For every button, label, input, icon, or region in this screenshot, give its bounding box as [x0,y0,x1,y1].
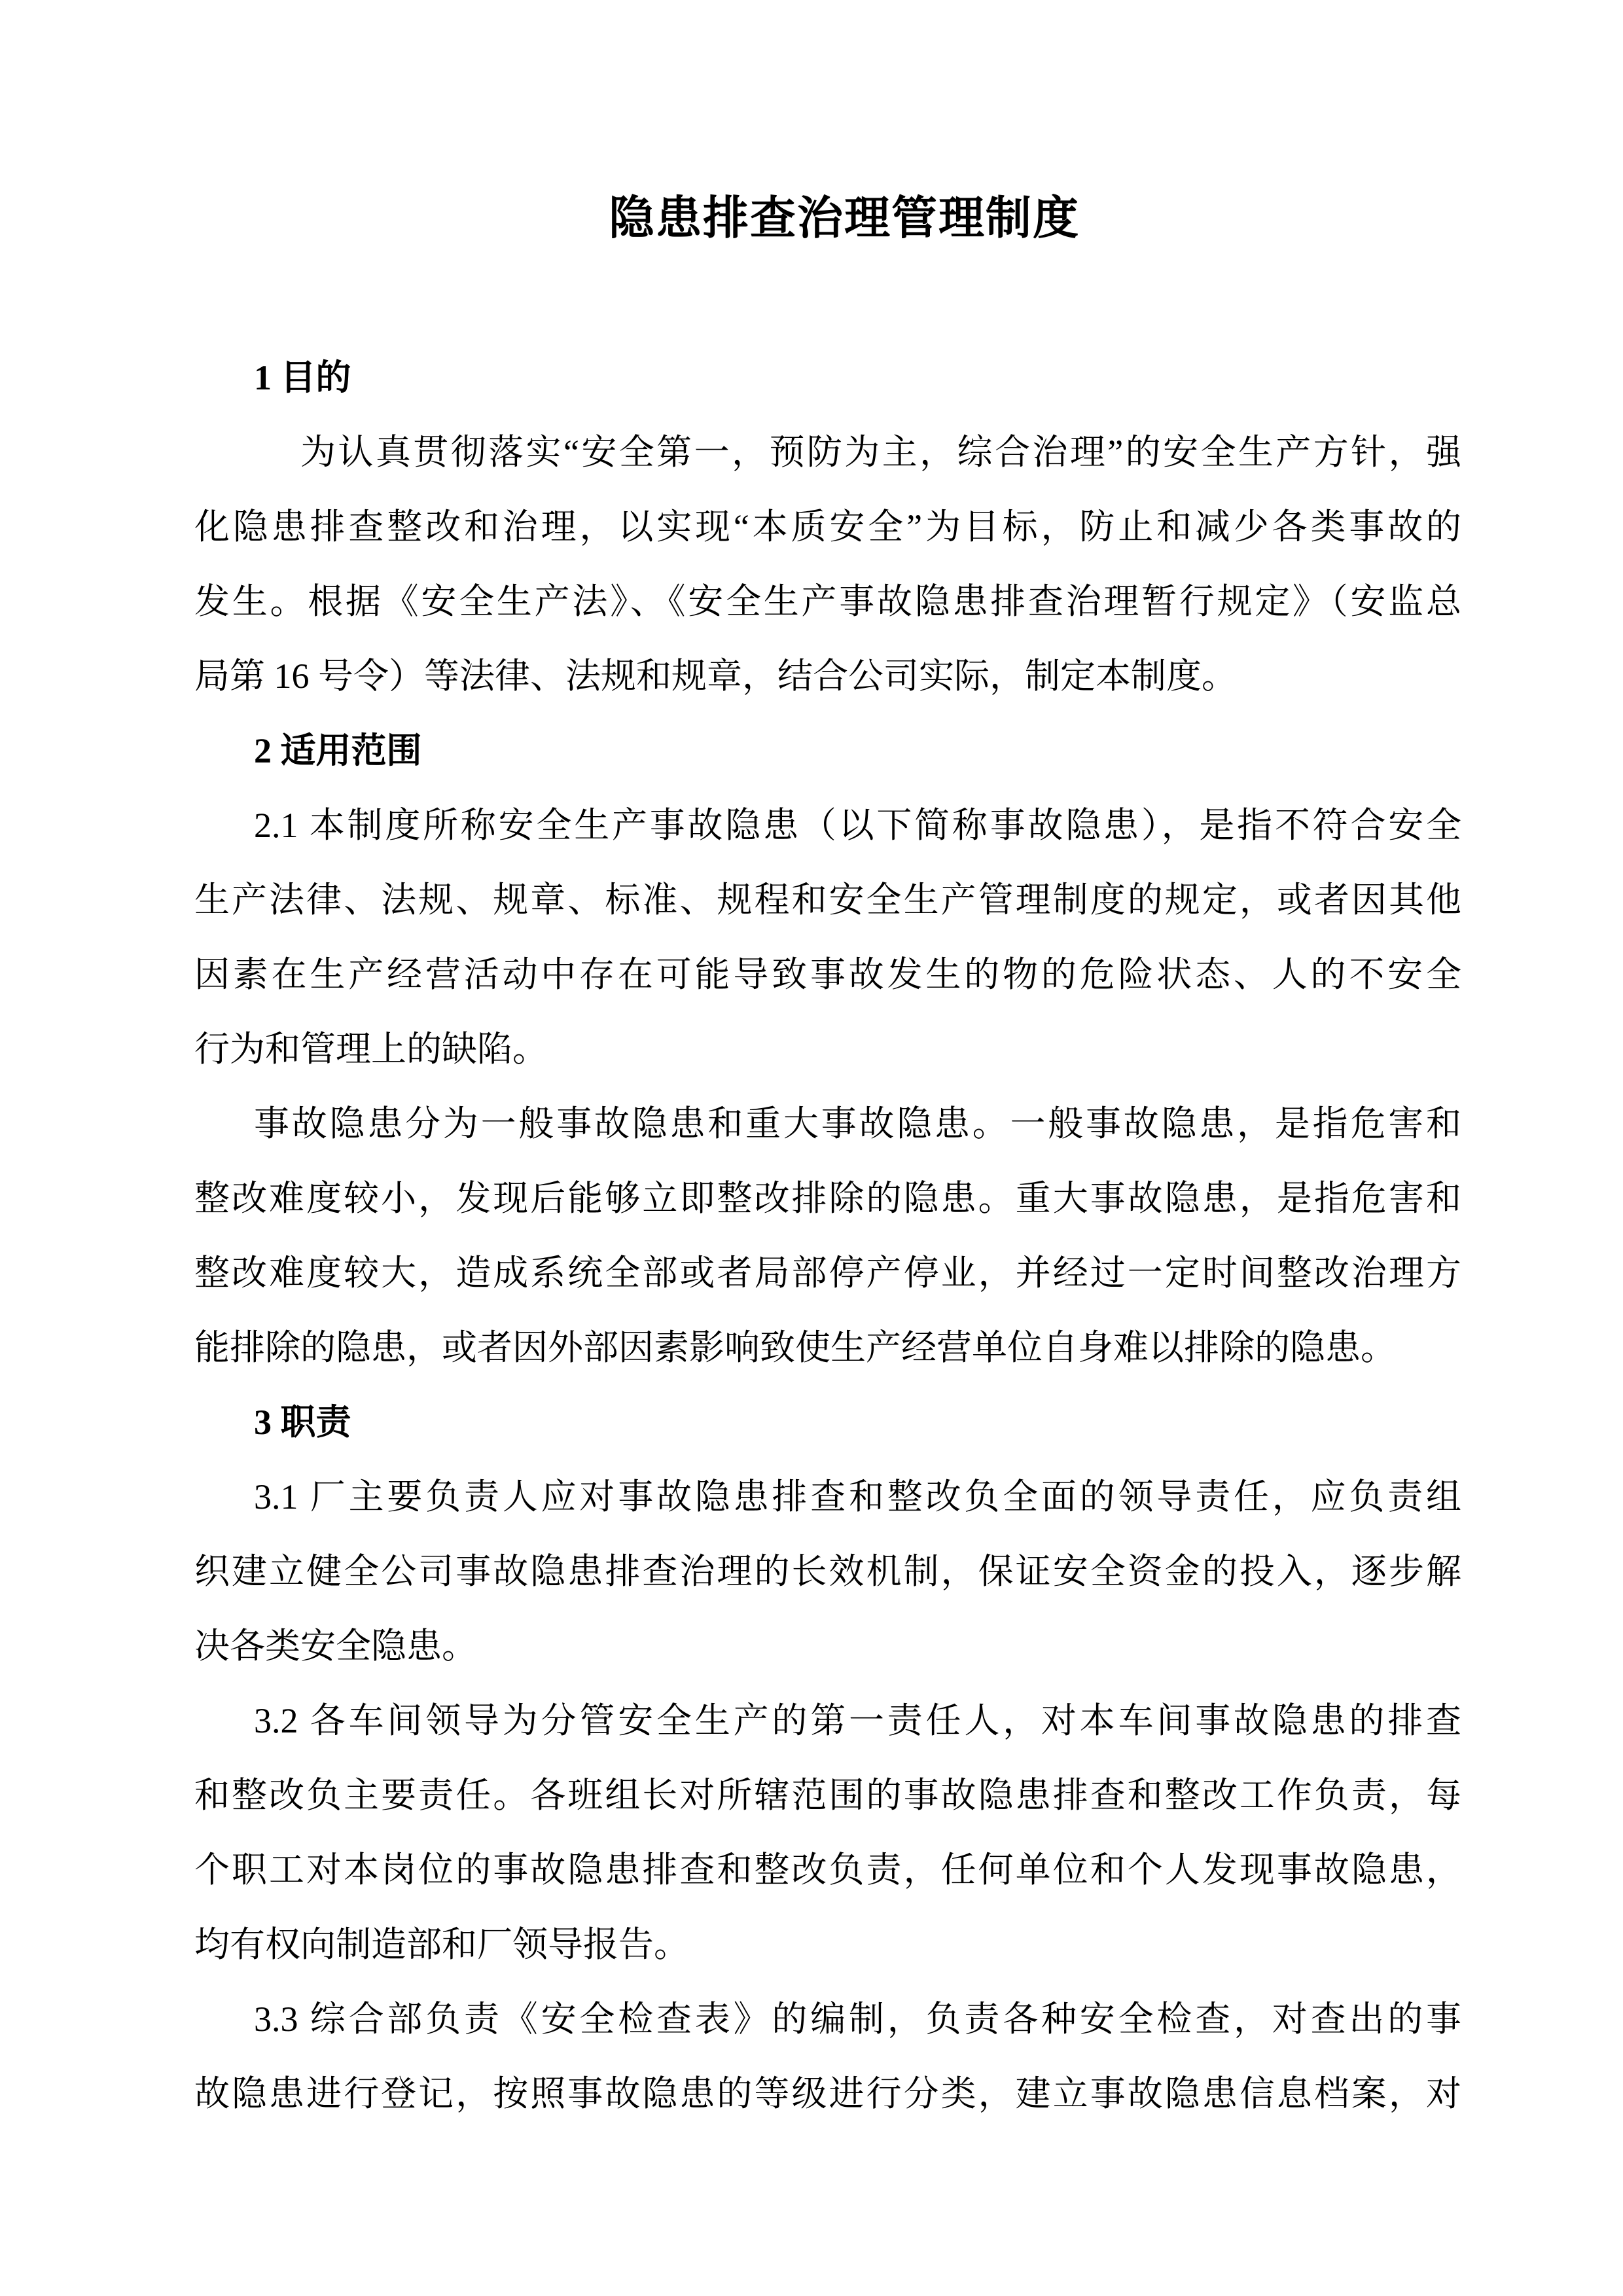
text-line: 因素在生产经营活动中存在可能导致事故发生的物的危险状态、人的不安全 [194,955,1461,994]
text-line: 行为和管理上的缺陷。 [194,1030,548,1069]
section-heading: 1 目的 [254,358,351,397]
text-line: 事故隐患分为一般事故隐患和重大事故隐患。一般事故隐患，是指危害和 [254,1104,1461,1143]
text-line: 发生。根据《安全生产法》、《安全生产事故隐患排查治理暂行规定》（安监总 [194,582,1461,621]
text-line: 3.2 各车间领导为分管安全生产的第一责任人，对本车间事故隐患的排查 [254,1701,1461,1740]
text-line: 2.1 本制度所称安全生产事故隐患（以下简称事故隐患），是指不符合安全 [254,806,1461,845]
text-line: 3.3 综合部负责《安全检查表》的编制，负责各种安全检查，对查出的事 [254,2000,1461,2039]
text-line: 织建立健全公司事故隐患排查治理的长效机制，保证安全资金的投入，逐步解 [194,1552,1461,1591]
section-heading: 2 适用范围 [254,731,422,770]
text-line: 能排除的隐患，或者因外部因素影响致使生产经营单位自身难以排除的隐患。 [194,1328,1396,1367]
text-line: 均有权向制造部和厂领导报告。 [194,1925,689,1964]
text-line: 局第 16 号令）等法律、法规和规章，结合公司实际，制定本制度。 [194,656,1237,696]
document-title: 隐患排查治理管理制度 [609,194,1080,244]
section-heading: 3 职责 [254,1403,351,1442]
text-line: 3.1 厂主要负责人应对事故隐患排查和整改负全面的领导责任，应负责组 [254,1477,1461,1516]
text-line: 整改难度较大，造成系统全部或者局部停产停业，并经过一定时间整改治理方 [194,1253,1461,1293]
text-line: 决各类安全隐患。 [194,1626,477,1666]
text-line: 为认真贯彻落实“安全第一，预防为主，综合治理”的安全生产方针，强 [300,433,1461,472]
text-line: 生产法律、法规、规章、标准、规程和安全生产管理制度的规定，或者因其他 [194,880,1461,920]
text-line: 故隐患进行登记，按照事故隐患的等级进行分类，建立事故隐患信息档案，对 [194,2074,1461,2113]
text-line: 个职工对本岗位的事故隐患排查和整改负责，任何单位和个人发现事故隐患， [194,1850,1461,1890]
text-line: 整改难度较小，发现后能够立即整改排除的隐患。重大事故隐患，是指危害和 [194,1179,1461,1218]
text-line: 化隐患排查整改和治理，以实现“本质安全”为目标，防止和减少各类事故的 [194,507,1461,547]
text-line: 和整改负主要责任。各班组长对所辖范围的事故隐患排查和整改工作负责，每 [194,1776,1461,1815]
document-body [194,340,1461,2131]
